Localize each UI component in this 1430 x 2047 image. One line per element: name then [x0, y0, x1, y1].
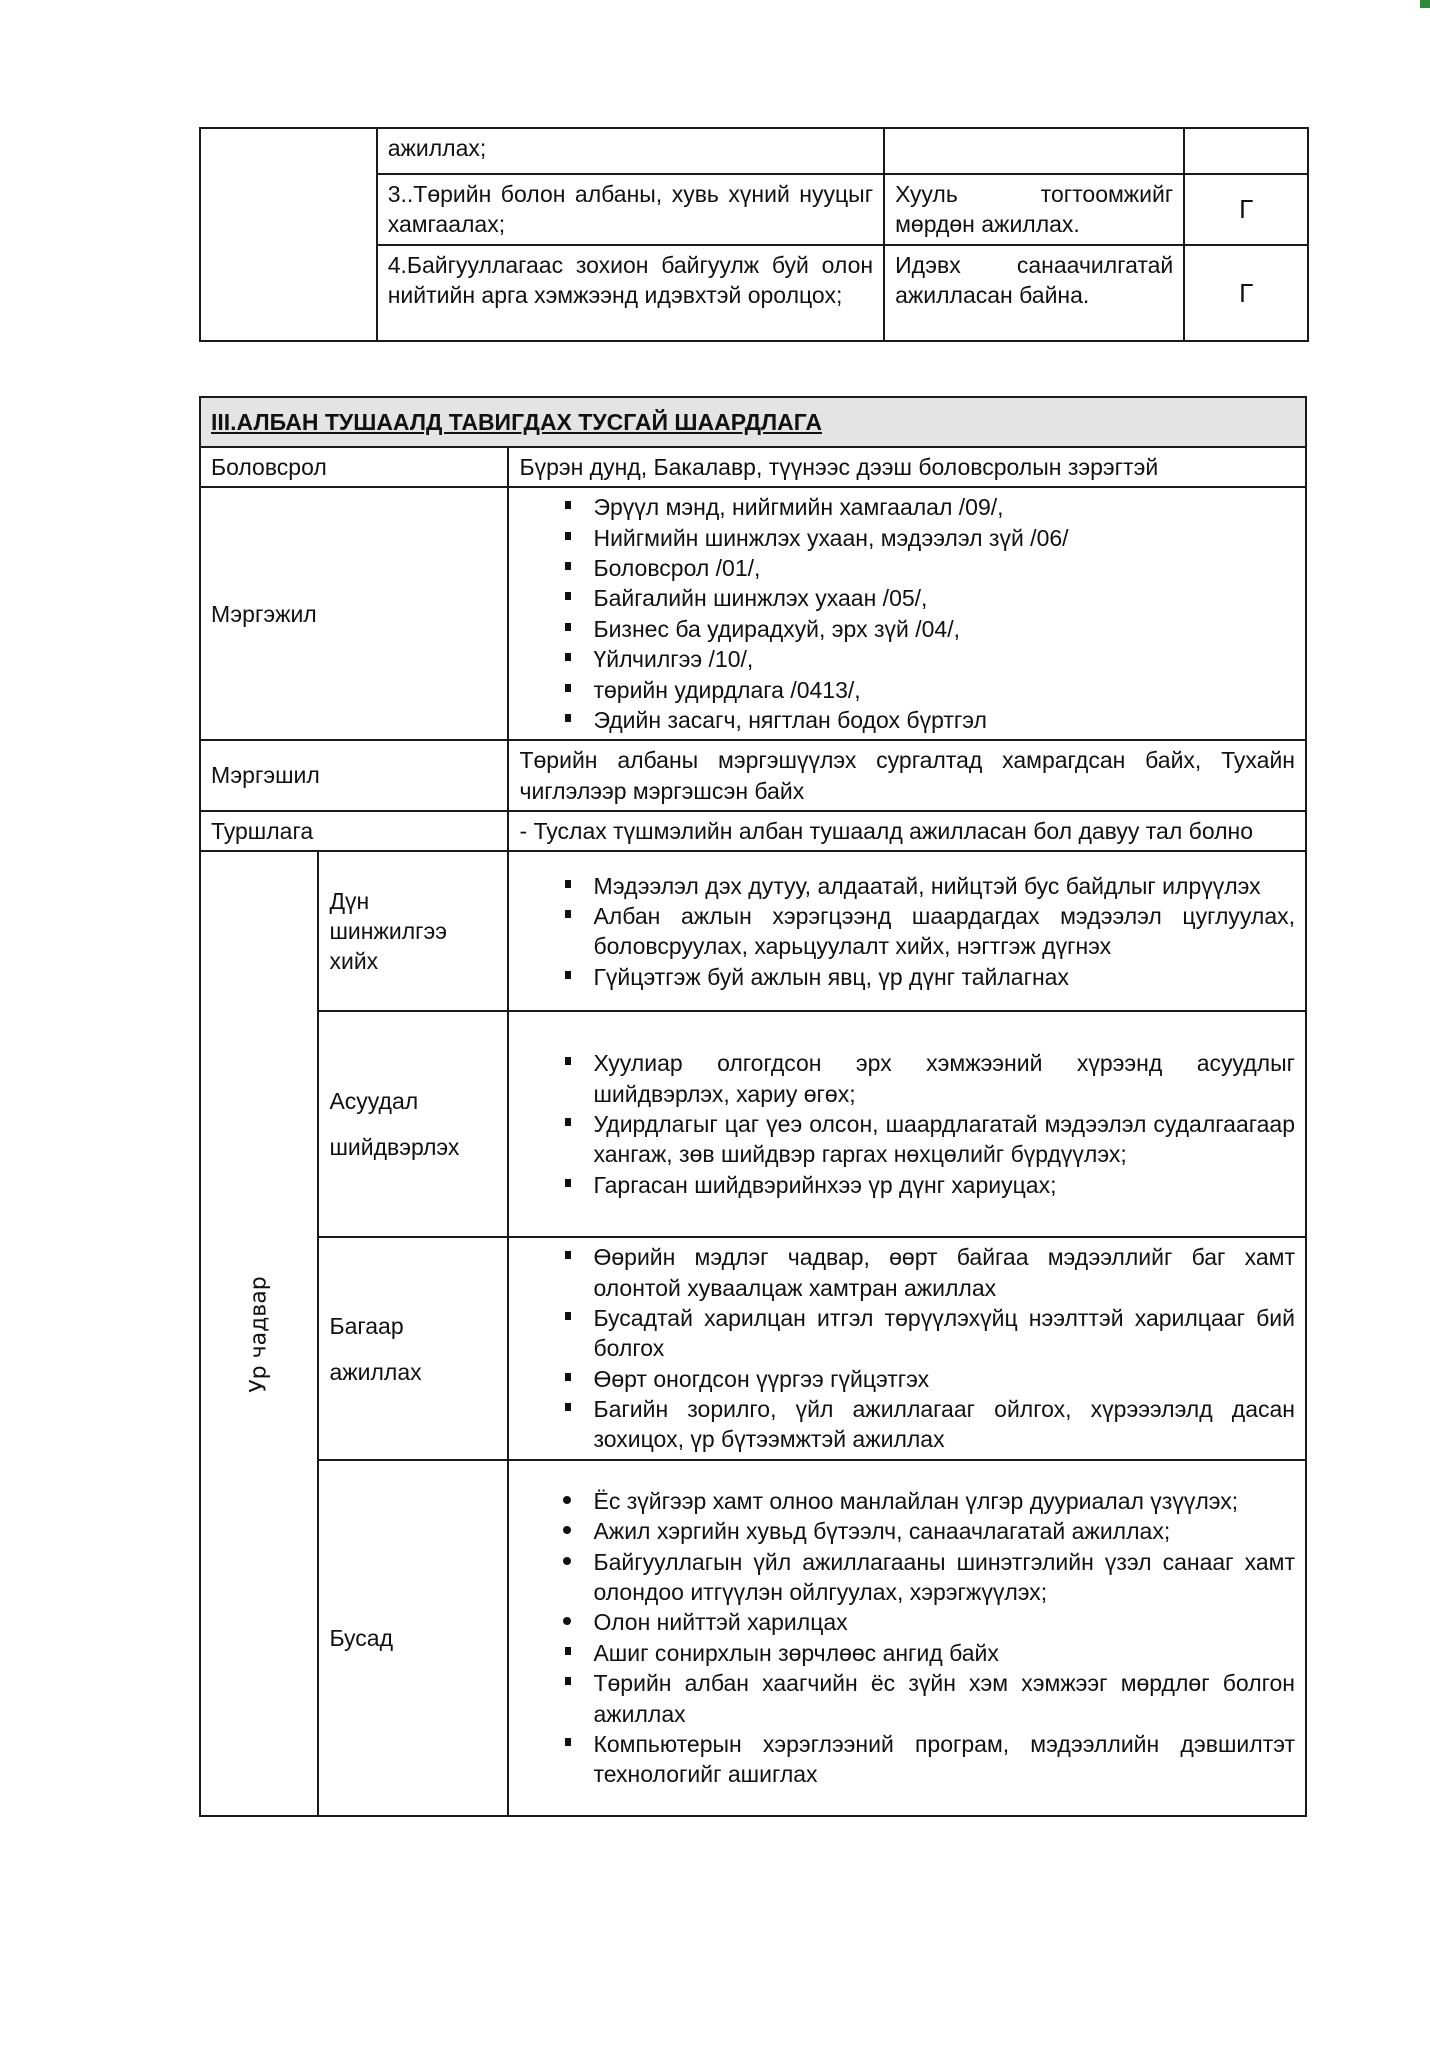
profession-list [519, 492, 1295, 735]
skills-label: Ур чадвар [246, 1276, 272, 1393]
list-item: Ашиг сонирхлын зөрчлөөс ангид байх [519, 1638, 1295, 1668]
list-item: Эрүүл мэнд, нийгмийн хамгаалал /09/, [519, 492, 1295, 522]
profession-label: Мэргэжил [200, 487, 508, 740]
grade-cell: Г [1184, 245, 1308, 341]
list-item: Байгалийн шинжлэх ухаан /05/, [519, 583, 1295, 613]
grade-cell [1184, 128, 1308, 174]
skill-row-analysis [200, 851, 1306, 1011]
skill-label-line: Дүн [329, 887, 370, 914]
list-item: Ажил хэргийн хувьд бүтээлч, санаачлагатай ажиллах; [519, 1516, 1295, 1546]
skill-label-line: шийдвэрлэх [329, 1134, 460, 1161]
section-header-row [200, 397, 1306, 447]
skill-row-teamwork [200, 1237, 1306, 1460]
experience-value: - Туслах түшмэлийн албан тушаалд ажилласан бол давуу тал болно [508, 811, 1306, 851]
list-item: Өөрт оногдсон үүргээ гүйцэтгэх [519, 1364, 1295, 1394]
list-item: Гаргасан шийдвэрийнхээ үр дүнг хариуцах; [519, 1170, 1295, 1200]
duty-cell: 3..Төрийн болон албаны, хувь хүний нууцыг хамгаалах; [377, 174, 884, 245]
list-item: Хуулиар олгогдсон эрх хэмжээний хүрээнд асуудлыг шийдвэрлэх, хариу өгөх; [519, 1048, 1295, 1109]
skill-items-cell [508, 1460, 1306, 1816]
list-item: Боловсрол /01/, [519, 553, 1295, 583]
skill-label-analysis [318, 851, 508, 1011]
requirements-table [199, 396, 1307, 1817]
duties-category-cell [200, 128, 377, 341]
skill-label-line: ажиллах [329, 1358, 422, 1385]
skill-label-line: шинжилгээ [329, 918, 447, 945]
skills-label-cell [200, 851, 318, 1816]
list-item: Нийгмийн шинжлэх ухаан, мэдээлэл зүй /06/ [519, 523, 1295, 553]
table-row [200, 128, 1308, 174]
criterion-cell: Идэвх санаачилгатай ажилласан байна. [884, 245, 1184, 341]
skill-label-line: Багаар [329, 1312, 404, 1339]
scan-corner-mark [1420, 0, 1430, 8]
criterion-cell [884, 128, 1184, 174]
section-title: III.АЛБАН ТУШААЛД ТАВИГДАХ ТУСГАЙ ШААРДЛАГА [200, 397, 1306, 447]
skill-items-cell [508, 1011, 1306, 1237]
skill-label-line: хийх [329, 948, 379, 975]
skill-label-line: Бусад [329, 1624, 394, 1651]
skill-list [519, 1048, 1295, 1200]
list-item: Ёс зүйгээр хамт олноо манлайлан үлгэр дууриалал үзүүлэх; [519, 1486, 1295, 1516]
skill-label-teamwork [318, 1237, 508, 1460]
list-item: Мэдээлэл дэх дутуу, алдаатай, нийцтэй бус байдлыг илрүүлэх [519, 871, 1295, 901]
list-item: Өөрийн мэдлэг чадвар, өөрт байгаа мэдээллийг баг хамт олонтой хуваалцаж хамтран ажиллах [519, 1242, 1295, 1303]
list-item: Бусадтай харилцан итгэл төрүүлэхүйц нээлттэй харилцааг бий болгох [519, 1303, 1295, 1364]
grade-cell: Г [1184, 174, 1308, 245]
skill-row-problem-solving [200, 1011, 1306, 1237]
duties-table [199, 127, 1309, 342]
experience-row [200, 811, 1306, 851]
criterion-cell: Хууль тогтоомжийг мөрдөн ажиллах. [884, 174, 1184, 245]
profession-row [200, 487, 1306, 740]
list-item: төрийн удирдлага /0413/, [519, 675, 1295, 705]
education-value: Бүрэн дунд, Бакалавр, түүнээс дээш боловсролын зэрэгтэй [508, 447, 1306, 487]
list-item: Багийн зорилго, үйл ажиллагааг ойлгох, хүрэээлэлд дасан зохицох, үр бүтээмжтэй ажиллах [519, 1394, 1295, 1455]
list-item: Байгууллагын үйл ажиллагааны шинэтгэлийн үзэл санааг хамт олондоо итгүүлэн ойлгуулах, хэрэгжүүлэх; [519, 1547, 1295, 1608]
skill-items-cell [508, 851, 1306, 1011]
qualification-label: Мэргэшил [200, 740, 508, 811]
experience-label: Туршлага [200, 811, 508, 851]
list-item: Гүйцэтгэж буй ажлын явц, үр дүнг тайлагнах [519, 962, 1295, 992]
education-row [200, 447, 1306, 487]
profession-list-cell [508, 487, 1306, 740]
qualification-value: Төрийн албаны мэргэшүүлэх сургалтад хамрагдсан байх, Тухайн чиглэлээр мэргэшсэн байх [508, 740, 1306, 811]
list-item: Эдийн засагч, нягтлан бодох бүртгэл [519, 705, 1295, 735]
list-item: Төрийн албан хаагчийн ёс зүйн хэм хэмжээг мөрдлөг болгон ажиллах [519, 1668, 1295, 1729]
skill-row-other [200, 1460, 1306, 1816]
list-item: Олон нийттэй харилцах [519, 1607, 1295, 1637]
skill-label-problem-solving [318, 1011, 508, 1237]
duty-cell: 4.Байгууллагаас зохион байгуулж буй олон нийтийн арга хэмжээнд идэвхтэй оролцох; [377, 245, 884, 341]
list-item: Үйлчилгээ /10/, [519, 644, 1295, 674]
skill-list [519, 1638, 1295, 1790]
skill-list [519, 871, 1295, 992]
skill-label-other [318, 1460, 508, 1816]
list-item: Компьютерын хэрэглээний програм, мэдээллийн дэвшилтэт технологийг ашиглах [519, 1729, 1295, 1790]
list-item: Албан ажлын хэрэгцээнд шаардагдах мэдээлэл цуглуулах, боловсруулах, харьцуулалт хийх, нэгтгэж дүгнэх [519, 901, 1295, 962]
skill-label-line: Асуудал [329, 1088, 419, 1115]
list-item: Удирдлагыг цаг үеэ олсон, шаардлагатай мэдээлэл судалгаагаар хангаж, зөв шийдвэр гаргах нөхцөлийг бүрдүүлэх; [519, 1109, 1295, 1170]
skill-list [519, 1242, 1295, 1455]
skill-items-cell [508, 1237, 1306, 1460]
skill-list [519, 1486, 1295, 1638]
education-label: Боловсрол [200, 447, 508, 487]
list-item: Бизнес ба удирадхуй, эрх зүй /04/, [519, 614, 1295, 644]
duty-cell: ажиллах; [377, 128, 884, 174]
qualification-row [200, 740, 1306, 811]
